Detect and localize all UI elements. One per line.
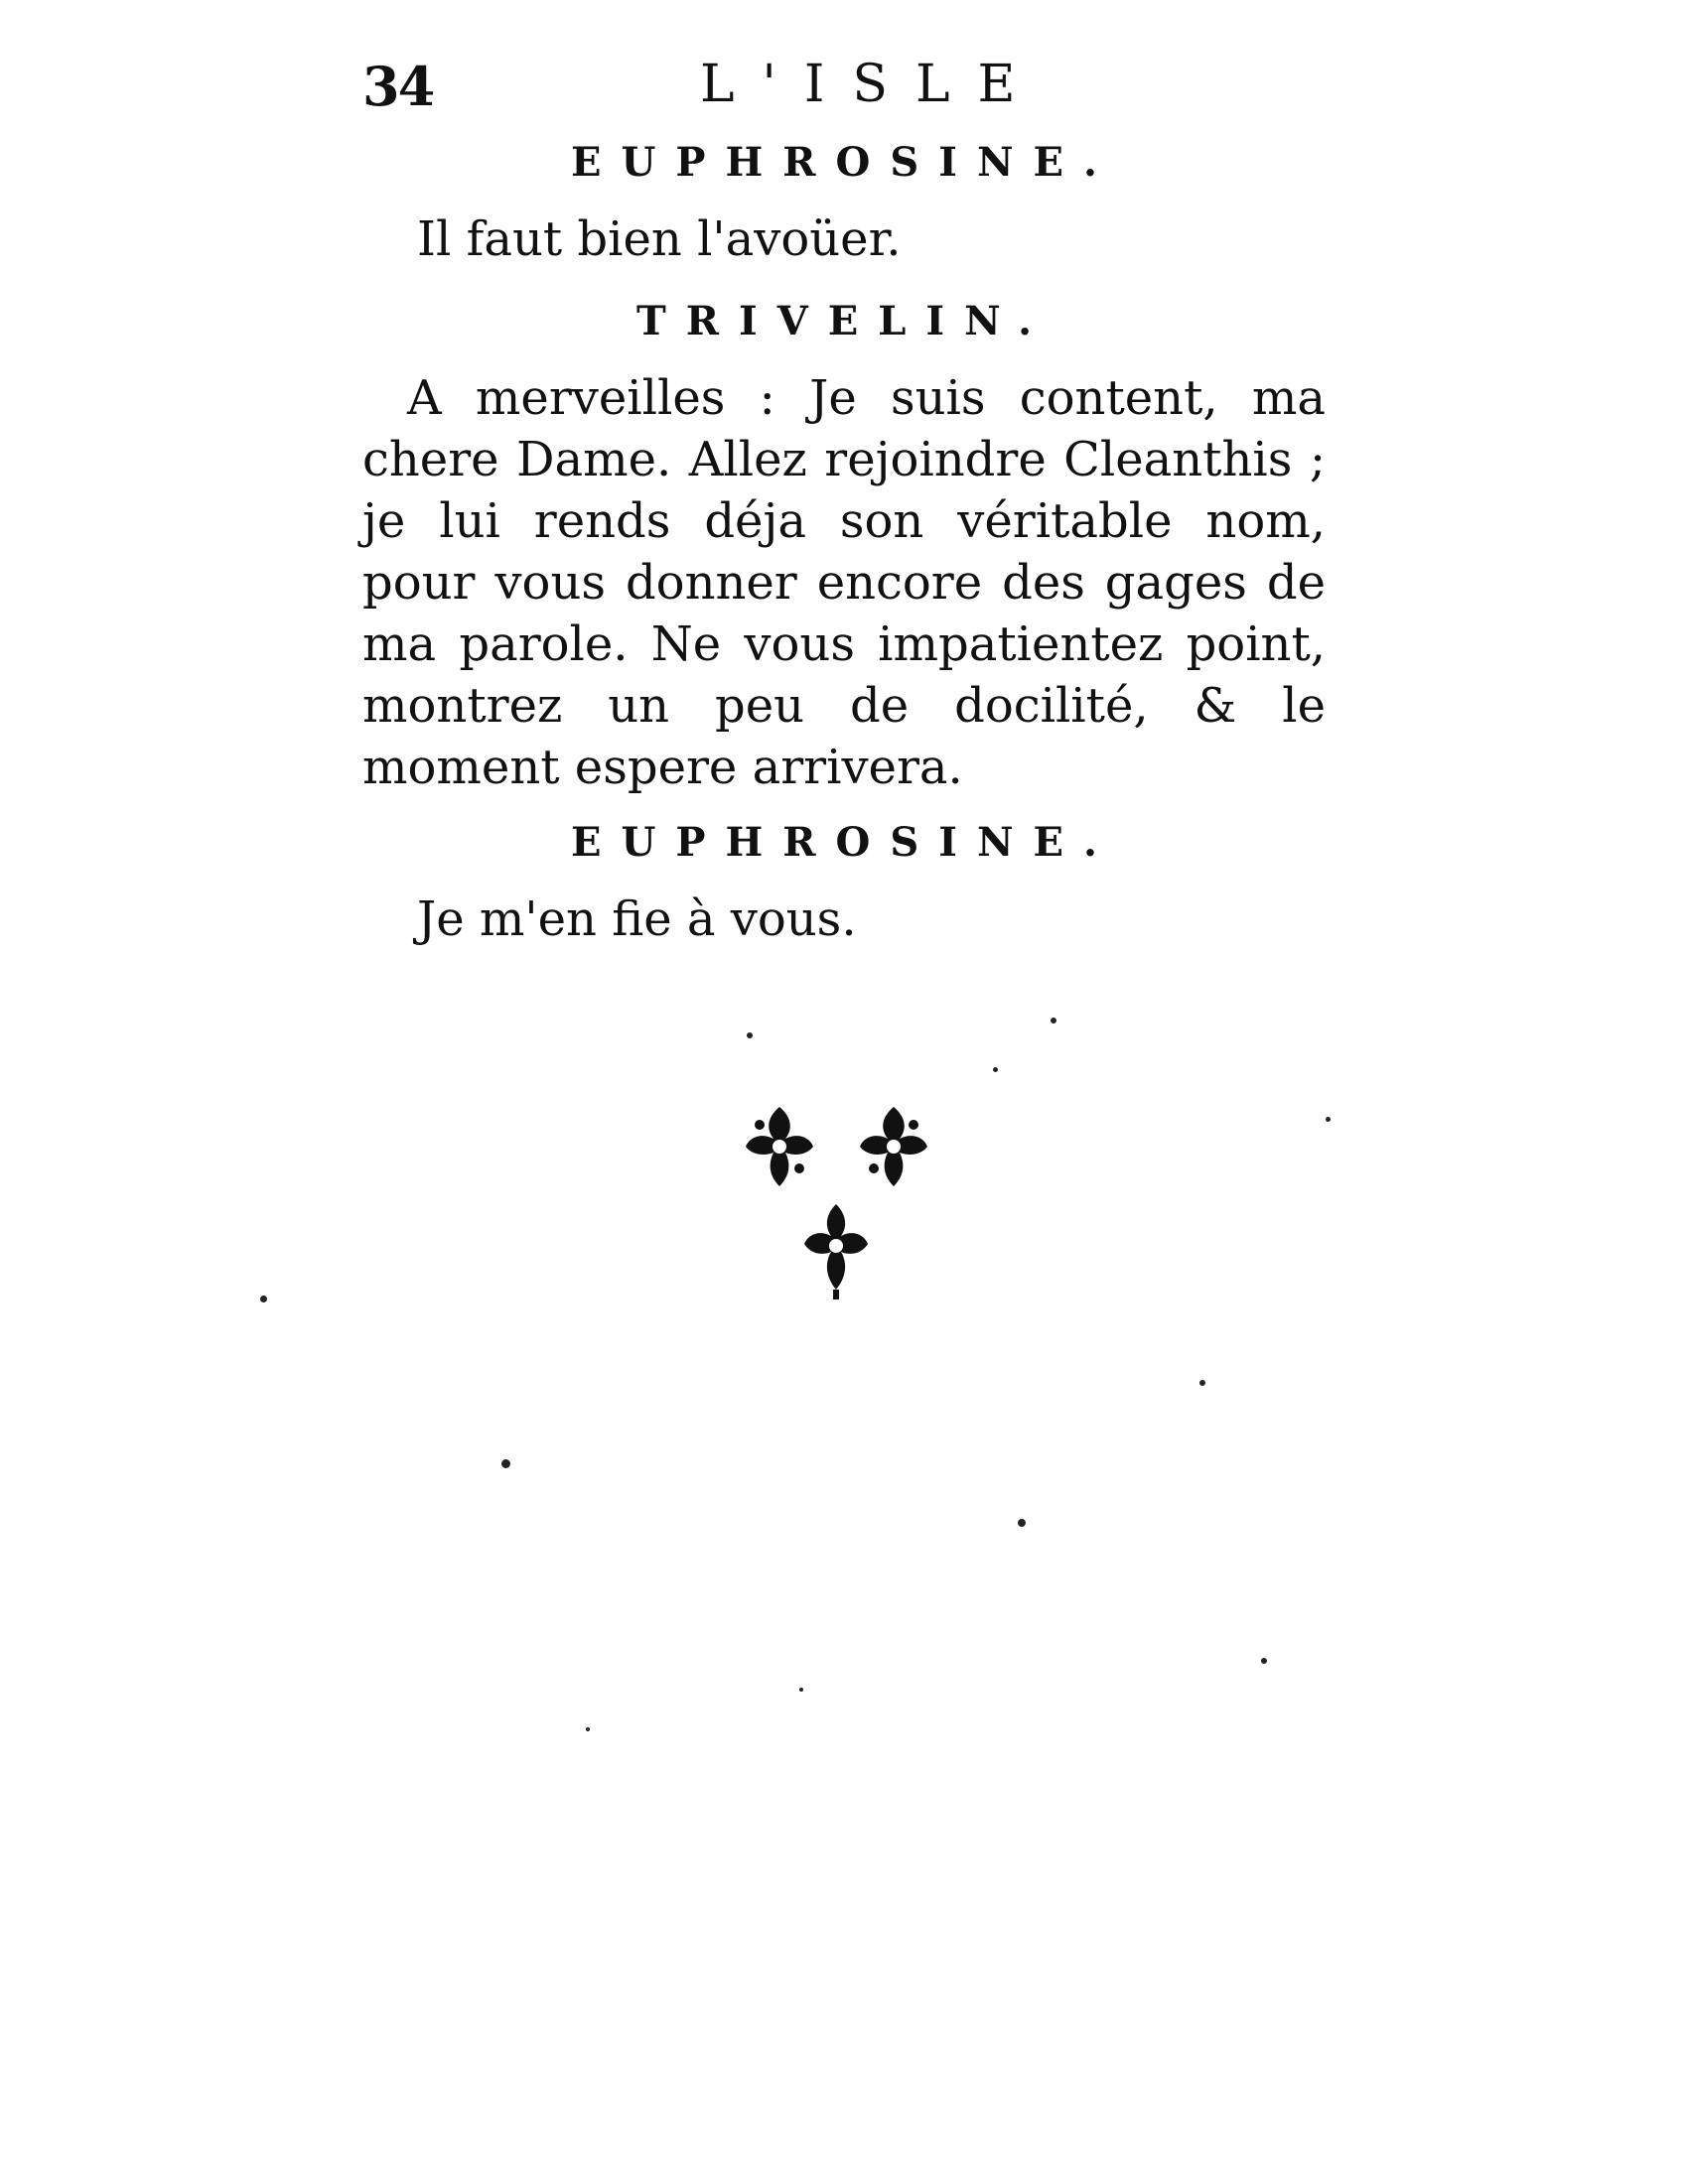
print-speck: [260, 1296, 267, 1302]
speech-line: Je m'en fie à vous.: [417, 891, 857, 947]
page-number: 34: [362, 55, 434, 118]
print-speck: [1199, 1380, 1205, 1386]
print-speck: [747, 1032, 753, 1038]
speaker-name: TRIVELIN.: [635, 298, 1052, 344]
print-speck: [1051, 1018, 1056, 1024]
print-speck: [586, 1727, 590, 1731]
print-speck: [501, 1459, 510, 1468]
print-speck: [1261, 1658, 1267, 1664]
speaker-name: EUPHROSINE.: [571, 139, 1117, 186]
speaker-name: EUPHROSINE.: [571, 819, 1117, 866]
print-speck: [1018, 1519, 1026, 1527]
print-speck: [799, 1688, 803, 1692]
print-speck: [1326, 1117, 1331, 1122]
speech-paragraph: A merveilles : Je suis content, ma chere Dame. Allez rejoindre Cleanthis ; je lui rends déja son véritable nom, pour vous donner encore des gages de ma parole. Ne vous impatientez point, montrez un peu de docilité, & le moment espere arrivera.: [362, 370, 1326, 795]
print-speck: [993, 1067, 998, 1072]
fleuron-ornament-icon: [715, 1092, 973, 1320]
running-title: L'ISLE: [700, 55, 1044, 114]
speech-line: Il faut bien l'avoüer.: [417, 211, 902, 267]
